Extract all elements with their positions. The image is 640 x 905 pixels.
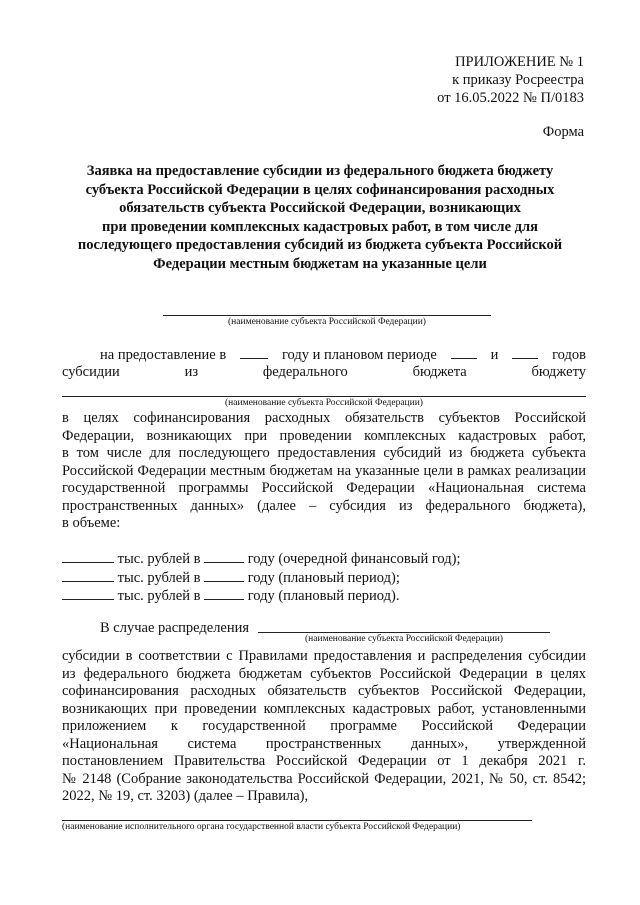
amount-unit: тыс. рублей в — [117, 551, 201, 567]
title-line: обязательств субъекта Российской Федерации, возникающих — [119, 200, 521, 216]
paragraph-line: постановлением Правительства Российской Федерации от 1 декабря 2021 г. — [62, 753, 586, 769]
amount-row — [62, 587, 586, 606]
title-line: Федерации местным бюджетам на указанные цели — [153, 255, 487, 272]
executive-body-field[interactable] — [62, 820, 532, 821]
amount-field[interactable] — [62, 587, 114, 600]
plan-year-2-field[interactable] — [512, 346, 538, 359]
distribution-subject-field[interactable] — [258, 632, 550, 633]
year-field[interactable] — [204, 569, 244, 582]
amount-row — [62, 550, 586, 569]
amount-period: году (очередной финансовый год); — [247, 551, 461, 567]
paragraph-line: № 2148 (Собрание законодательства Российской Федерации, 2021, № 50, ст. 8542; — [62, 770, 586, 787]
subject-budget-field[interactable] — [62, 396, 586, 397]
request-line-2 — [62, 364, 586, 382]
amount-row — [62, 569, 586, 588]
paragraph-line: из федерального бюджета бюджетам субъектов Российской Федерации в целях — [62, 665, 586, 682]
year-field[interactable] — [240, 346, 268, 359]
year-field[interactable] — [204, 587, 244, 600]
amount-unit: тыс. рублей в — [117, 569, 201, 586]
amount-field[interactable] — [62, 569, 114, 582]
paragraph-line: приложением к государственной программе Российской Федерации — [62, 718, 586, 734]
request-word: годов — [552, 347, 586, 363]
amounts-list — [62, 550, 586, 606]
paragraph-line: в том числе для последующего предоставления субсидий из бюджета субъекта — [62, 445, 586, 461]
purpose-paragraph — [62, 410, 586, 533]
subject-name-field[interactable] — [163, 315, 491, 316]
order-reference: к приказу Росреестра — [452, 72, 584, 88]
request-word: бюджету — [531, 364, 586, 380]
form-label: Форма — [542, 124, 584, 140]
amount-unit: тыс. рублей в — [117, 588, 201, 604]
distribution-paragraph — [62, 648, 586, 806]
amount-period: году (плановый период); — [247, 569, 400, 586]
request-word: на предоставление в — [100, 347, 227, 363]
paragraph-line: софинансирования расходных обязательств субъектов Российской Федерации, — [62, 683, 586, 699]
paragraph-line: возникающих при проведении комплексных кадастровых работ, установленными — [62, 700, 586, 717]
request-word: году и плановом периоде — [281, 347, 437, 363]
request-word: и — [490, 347, 499, 363]
amount-field[interactable] — [62, 550, 114, 563]
title-line: Заявка на предоставление субсидии из федерального бюджета бюджету — [86, 163, 554, 179]
paragraph-line: в целях софинансирования расходных обязательств субъектов Российской — [62, 410, 586, 426]
paragraph-line: Федерации, возникающих при проведении комплексных кадастровых работ, — [62, 427, 586, 444]
request-word: из — [184, 364, 199, 380]
request-line-1 — [100, 346, 586, 365]
document-title — [60, 162, 580, 273]
paragraph-last-line: 2022, № 19, ст. 3203) (далее – Правила), — [62, 788, 309, 804]
title-line: последующего предоставления субсидий из бюджета субъекта Российской — [77, 237, 563, 253]
paragraph-line: государственной программы Российской Федерации «Национальная система — [62, 480, 586, 496]
request-word: федерального — [262, 364, 348, 380]
paragraph-line: «Национальная система пространственных данных», утвержденной — [62, 735, 586, 752]
order-date: от 16.05.2022 № П/0183 — [437, 90, 584, 106]
title-line: субъекта Российской Федерации в целях софинансирования расходных — [85, 181, 555, 198]
paragraph-line: Российской Федерации местным бюджетам на указанные цели в рамках реализации — [62, 462, 586, 479]
subject-name-caption: (наименование субъекта Российской Федерации) — [228, 317, 426, 327]
appendix-number: ПРИЛОЖЕНИЕ № 1 — [455, 54, 584, 70]
executive-body-caption: (наименование исполнительного органа государственной власти субъекта Российской Федерации) — [62, 822, 461, 832]
amount-period: году (плановый период). — [247, 588, 400, 604]
request-word: бюджета — [412, 364, 467, 380]
volume-label: в объеме: — [62, 515, 121, 531]
distribution-intro: В случае распределения — [100, 620, 250, 636]
subject-name-caption: (наименование субъекта Российской Федерации) — [225, 398, 423, 408]
title-line: при проведении комплексных кадастровых работ, в том числе для — [102, 218, 538, 235]
request-word: субсидии — [62, 364, 120, 380]
plan-year-1-field[interactable] — [451, 346, 477, 359]
year-field[interactable] — [204, 550, 244, 563]
paragraph-line: пространственных данных» (далее – субсидия из федерального бюджета), — [62, 497, 586, 514]
subject-name-caption: (наименование субъекта Российской Федерации) — [305, 634, 503, 644]
paragraph-line: субсидии в соответствии с Правилами предоставления и распределения субсидии — [62, 648, 586, 664]
